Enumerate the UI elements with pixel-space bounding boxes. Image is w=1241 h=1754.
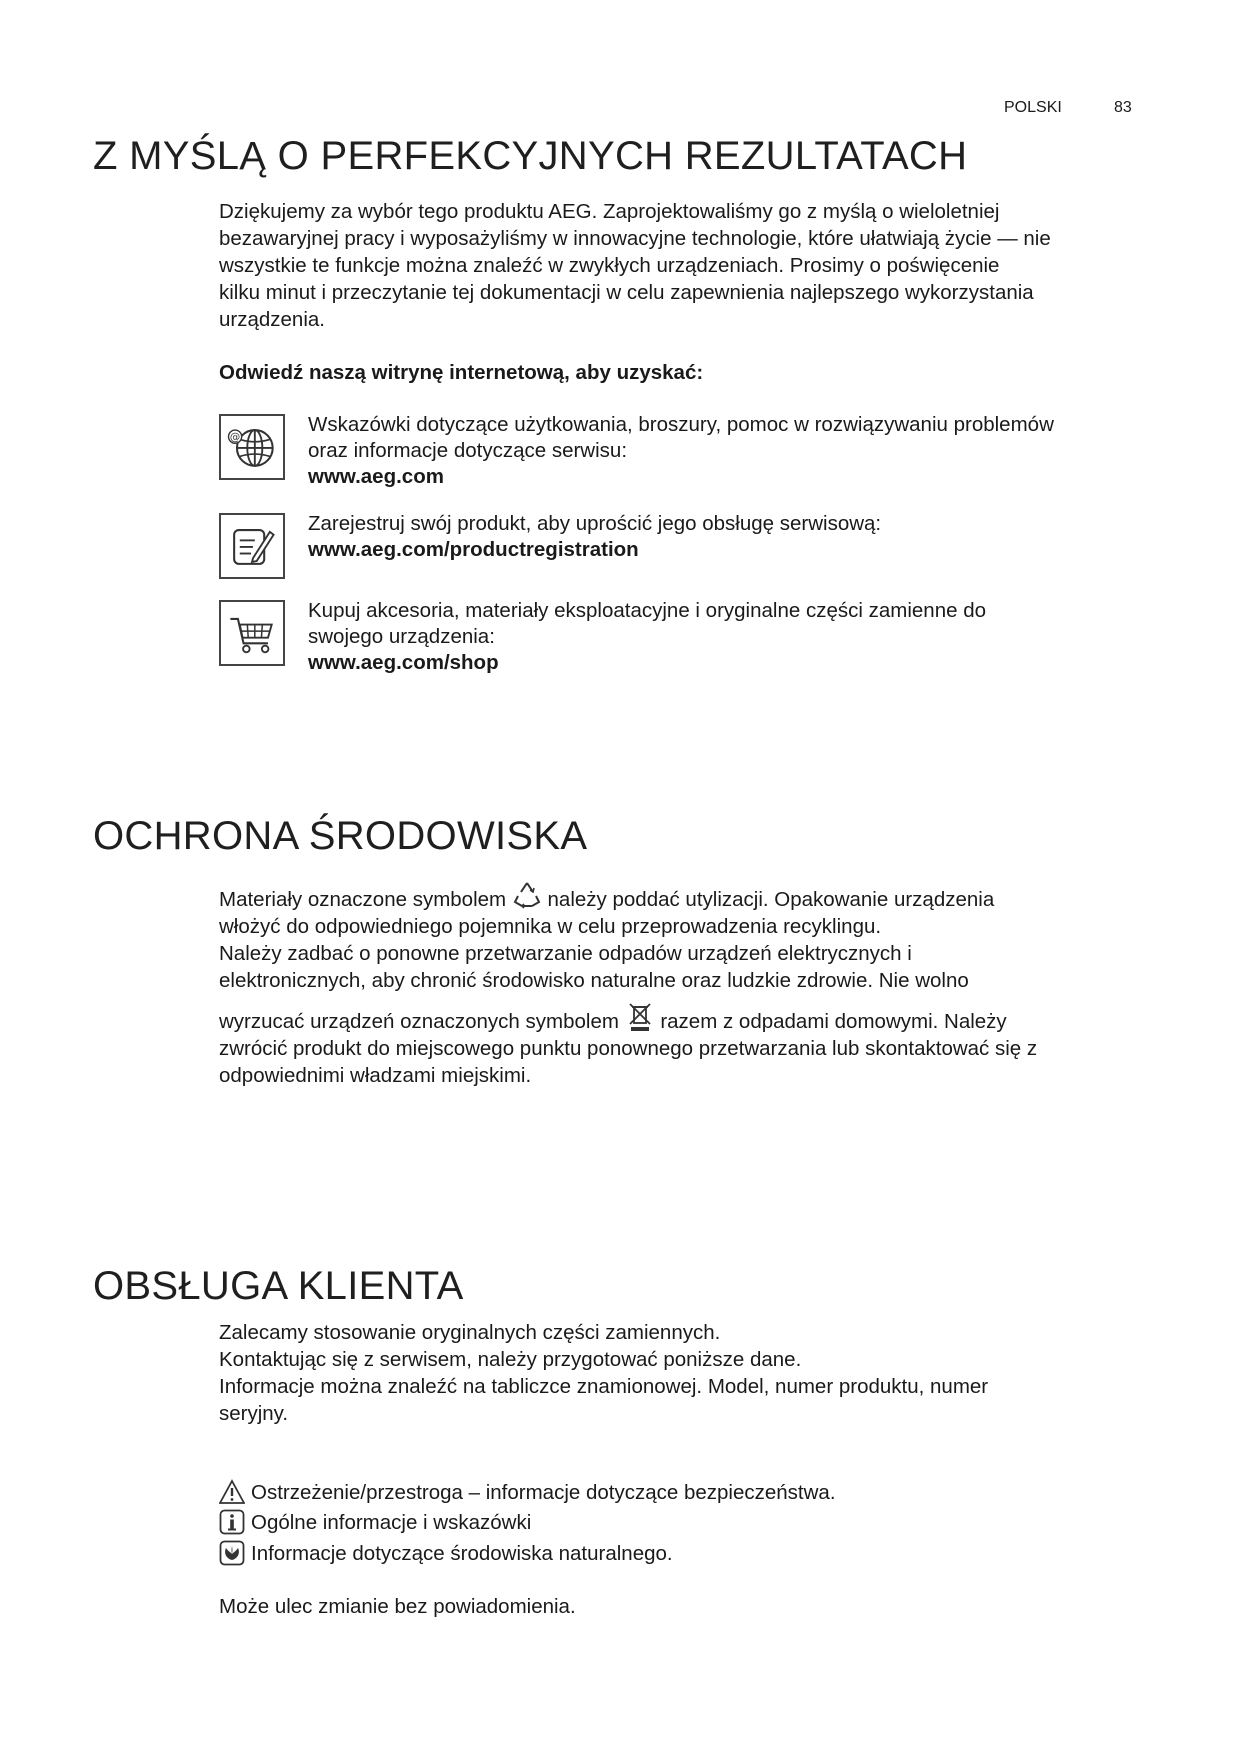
- env-text: zwrócić produkt do miejscowego punktu ponownego przetwarzania lub skontaktować się z: [219, 1037, 1038, 1060]
- link-desc: swojego urządzenia:: [308, 625, 495, 648]
- legend-text: Ostrzeżenie/przestroga – informacje dotyczące bezpieczeństwa.: [251, 1481, 836, 1504]
- registration-icon: [219, 513, 285, 579]
- link-desc: Wskazówki dotyczące użytkowania, broszury, pomoc w rozwiązywaniu problemów: [308, 413, 1054, 436]
- link-row-support: [219, 412, 1139, 488]
- service-line: Kontaktując się z serwisem, należy przygotować poniższe dane.: [219, 1348, 802, 1371]
- intro-line: wszystkie te funkcje można znaleźć w zwykłych urządzeniach. Prosimy o poświęcenie: [219, 254, 1000, 277]
- section-title-results: Z MYŚLĄ O PERFEKCYJNYCH REZULTATACH: [93, 134, 968, 178]
- service-line: Informacje można znaleźć na tabliczce znamionowej. Model, numer produktu, numer: [219, 1375, 989, 1398]
- env-text: Materiały oznaczone symbolem: [219, 888, 507, 911]
- legend-warning: [219, 1478, 836, 1508]
- link-desc: Kupuj akcesoria, materiały eksploatacyjne i oryginalne części zamienne do: [308, 599, 986, 622]
- env-text: należy poddać utylizacji. Opakowanie urządzenia: [547, 888, 995, 911]
- env-text: elektronicznych, aby chronić środowisko naturalne oraz ludzkie zdrowie. Nie wolno: [219, 969, 969, 992]
- env-text: Należy zadbać o ponowne przetwarzanie odpadów urządzeń elektrycznych i: [219, 942, 912, 965]
- shop-url-link[interactable]: www.aeg.com/shop: [308, 651, 499, 674]
- environment-icon: [219, 1540, 245, 1566]
- page-number: 83: [1114, 99, 1132, 116]
- legend-text: Ogólne informacje i wskazówki: [251, 1511, 532, 1534]
- link-text-support: [308, 412, 1138, 490]
- link-desc: oraz informacje dotyczące serwisu:: [308, 439, 628, 462]
- environment-paragraph: [219, 880, 1139, 1089]
- env-text: odpowiednimi władzami miejskimi.: [219, 1064, 532, 1087]
- info-icon: [219, 1509, 245, 1535]
- intro-line: urządzenia.: [219, 308, 325, 331]
- link-row-shop: [219, 598, 1139, 674]
- visit-heading: Odwiedź naszą witrynę internetową, aby uzyskać:: [219, 361, 704, 384]
- section-title-customer-service: OBSŁUGA KLIENTA: [93, 1264, 464, 1308]
- intro-paragraph: [219, 198, 1139, 333]
- legend-info: [219, 1508, 531, 1538]
- service-line: Zalecamy stosowanie oryginalnych części zamiennych.: [219, 1321, 721, 1344]
- link-row-registration: [219, 511, 1139, 583]
- shopping-cart-icon: [219, 600, 285, 666]
- svg-text:@: @: [229, 431, 241, 444]
- env-text: razem z odpadami domowymi. Należy: [660, 1010, 1007, 1033]
- intro-line: Dziękujemy za wybór tego produktu AEG. Zaprojektowaliśmy go z myślą o wieloletniej: [219, 200, 1000, 223]
- link-desc: Zarejestruj swój produkt, aby uprościć jego obsługę serwisową:: [308, 512, 882, 535]
- env-text: włożyć do odpowiedniego pojemnika w celu przeprowadzenia recyklingu.: [219, 915, 882, 938]
- link-text-shop: [308, 598, 1138, 676]
- link-text-registration: [308, 511, 1138, 563]
- service-line: seryjny.: [219, 1402, 289, 1425]
- section-title-environment: OCHRONA ŚRODOWISKA: [93, 814, 588, 858]
- change-notice: Może ulec zmianie bez powiadomienia.: [219, 1595, 576, 1618]
- support-url-link[interactable]: www.aeg.com: [308, 465, 444, 488]
- header-language: POLSKI: [1004, 99, 1062, 116]
- legend-text: Informacje dotyczące środowiska naturalnego.: [251, 1542, 673, 1565]
- intro-line: bezawaryjnej pracy i wyposażyliśmy w innowacyjne technologie, które ułatwiają życie — nie: [219, 227, 1051, 250]
- globe-icon: [219, 414, 285, 480]
- legend-environment: [219, 1539, 673, 1569]
- env-text: wyrzucać urządzeń oznaczonych symbolem: [219, 1010, 619, 1033]
- intro-line: kilku minut i przeczytanie tej dokumentacji w celu zapewnienia najlepszego wykorzystania: [219, 281, 1034, 304]
- crossed-bin-icon: [625, 1002, 655, 1032]
- warning-icon: [219, 1479, 245, 1505]
- registration-url-link[interactable]: www.aeg.com/productregistration: [308, 538, 639, 561]
- customer-service-paragraph: [219, 1319, 1139, 1427]
- recycle-icon: [512, 880, 542, 910]
